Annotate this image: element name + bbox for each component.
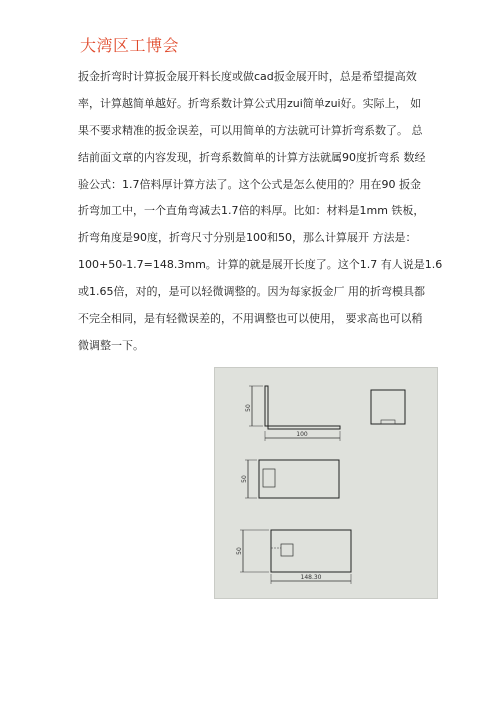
paragraph-line: 结前面文章的内容发现，折弯系数简单的计算方法就属90度折弯系 数经 xyxy=(78,150,426,164)
dim-width-top: 100 xyxy=(296,431,308,438)
end-view xyxy=(371,390,405,424)
body-paragraph xyxy=(78,64,443,360)
dim-height-top: 50 xyxy=(245,404,252,412)
dim-height-bottom: 50 xyxy=(236,547,243,555)
dim-width-bottom: 148.30 xyxy=(300,574,322,581)
paragraph-line: 100+50-1.7=148.3mm。计算的就是展开长度了。这个1.7 有人说是1.6 xyxy=(78,258,443,272)
paragraph-line: 率，计算越简单越好。折弯系数计算公式用zui简单zui好。实际上， 如 xyxy=(78,96,422,110)
paragraph-line: 果不要求精准的扳金误差，可以用简单的方法就可计算折弯系数了。 总 xyxy=(78,123,423,137)
dim-height-mid: 50 xyxy=(241,475,248,483)
paragraph-line: 扳金折弯时计算扳金展开料长度或做cad扳金展开时，总是希望提高效 xyxy=(78,70,417,83)
sheet-metal-drawing xyxy=(214,367,438,599)
paragraph-line: 折弯加工中，一个直角弯减去1.7倍的料厚。比如：材料是1mm 铁板， xyxy=(78,204,425,218)
paragraph-line: 验公式：1.7倍料厚计算方法了。这个公式是怎么使用的？用在90 扳金 xyxy=(78,177,421,191)
paragraph-line: 不完全相同，是有轻微误差的，不用调整也可以使用， 要求高也可以稍 xyxy=(78,312,423,326)
page-title: 大湾区工博会 xyxy=(80,36,180,55)
flat-pattern-view xyxy=(240,530,351,584)
paragraph-line: 或1.65倍，对的，是可以轻微调整的。因为每家扳金厂 用的折弯模具都 xyxy=(78,285,425,299)
paragraph-line: 微调整一下。 xyxy=(78,338,144,352)
drawing-canvas xyxy=(215,368,437,598)
paragraph-line: 折弯角度是90度，折弯尺寸分别是100和50，那么计算展开 方法是： xyxy=(78,231,417,245)
top-view xyxy=(245,460,339,498)
bent-profile-view xyxy=(249,386,340,441)
